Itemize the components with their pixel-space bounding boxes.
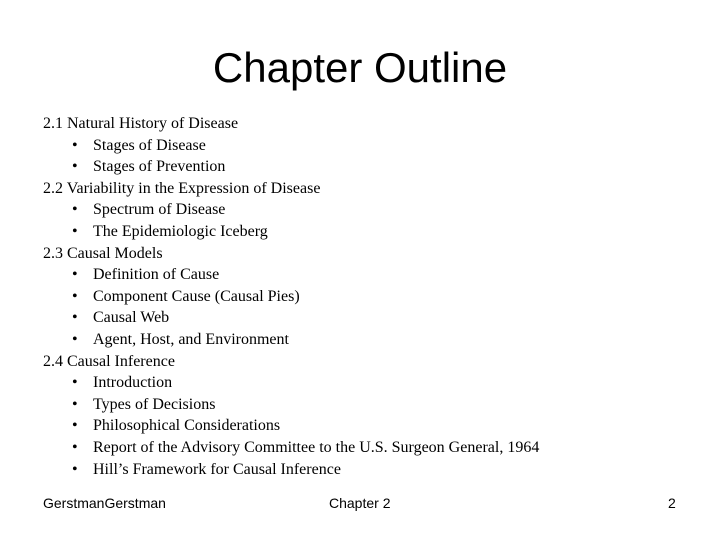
list-item-label: Spectrum of Disease xyxy=(93,201,226,219)
list-item-label: Hill’s Framework for Causal Inference xyxy=(93,460,341,478)
bullet-icon: • xyxy=(72,136,78,154)
list-item-label: Types of Decisions xyxy=(93,395,216,413)
list-item-label: Introduction xyxy=(93,374,173,392)
list-item xyxy=(43,329,703,351)
bullet-icon: • xyxy=(72,395,78,413)
list-item-label: Stages of Prevention xyxy=(93,158,226,176)
list-item xyxy=(43,459,703,481)
list-item xyxy=(43,394,703,416)
list-item xyxy=(43,264,703,286)
chapter-outline xyxy=(43,113,703,480)
list-item-label: Component Cause (Causal Pies) xyxy=(93,287,300,305)
list-item xyxy=(43,286,703,308)
section-heading: 2.2 Variability in the Expression of Disease xyxy=(43,179,321,197)
section-2-2 xyxy=(43,178,703,243)
list-item-label: The Epidemiologic Iceberg xyxy=(93,222,268,240)
list-item-label: Causal Web xyxy=(93,309,170,327)
footer-page-number: 2 xyxy=(668,495,676,511)
list-item xyxy=(43,199,703,221)
list-item xyxy=(43,221,703,243)
bullet-icon: • xyxy=(72,417,78,435)
list-item xyxy=(43,307,703,329)
bullet-icon: • xyxy=(72,438,78,456)
section-heading: 2.3 Causal Models xyxy=(43,244,163,262)
list-item xyxy=(43,372,703,394)
section-2-1 xyxy=(43,113,703,178)
sub-list xyxy=(43,372,703,480)
sub-list xyxy=(43,264,703,350)
bullet-icon: • xyxy=(72,460,78,478)
list-item xyxy=(43,437,703,459)
list-item-label: Report of the Advisory Committee to the U.S. Surgeon General, 1964 xyxy=(93,438,540,456)
bullet-icon: • xyxy=(72,330,78,348)
bullet-icon: • xyxy=(72,287,78,305)
section-2-3 xyxy=(43,243,703,351)
list-item xyxy=(43,415,703,437)
list-item-label: Definition of Cause xyxy=(93,266,220,284)
sub-list xyxy=(43,199,703,242)
list-item-label: Agent, Host, and Environment xyxy=(93,330,289,348)
bullet-icon: • xyxy=(72,201,78,219)
section-2-4 xyxy=(43,351,703,481)
list-item-label: Philosophical Considerations xyxy=(93,417,281,435)
bullet-icon: • xyxy=(72,266,78,284)
slide-title: Chapter Outline xyxy=(212,44,508,91)
list-item xyxy=(43,135,703,157)
section-heading: 2.4 Causal Inference xyxy=(43,352,175,370)
list-item-label: Stages of Disease xyxy=(93,136,206,154)
sub-list xyxy=(43,135,703,178)
bullet-icon: • xyxy=(72,222,78,240)
list-item xyxy=(43,156,703,178)
footer-author: GerstmanGerstman xyxy=(43,495,166,511)
section-heading: 2.1 Natural History of Disease xyxy=(43,115,239,132)
footer-chapter: Chapter 2 xyxy=(329,495,391,511)
bullet-icon: • xyxy=(72,309,78,327)
bullet-icon: • xyxy=(72,158,78,176)
bullet-icon: • xyxy=(72,374,78,392)
